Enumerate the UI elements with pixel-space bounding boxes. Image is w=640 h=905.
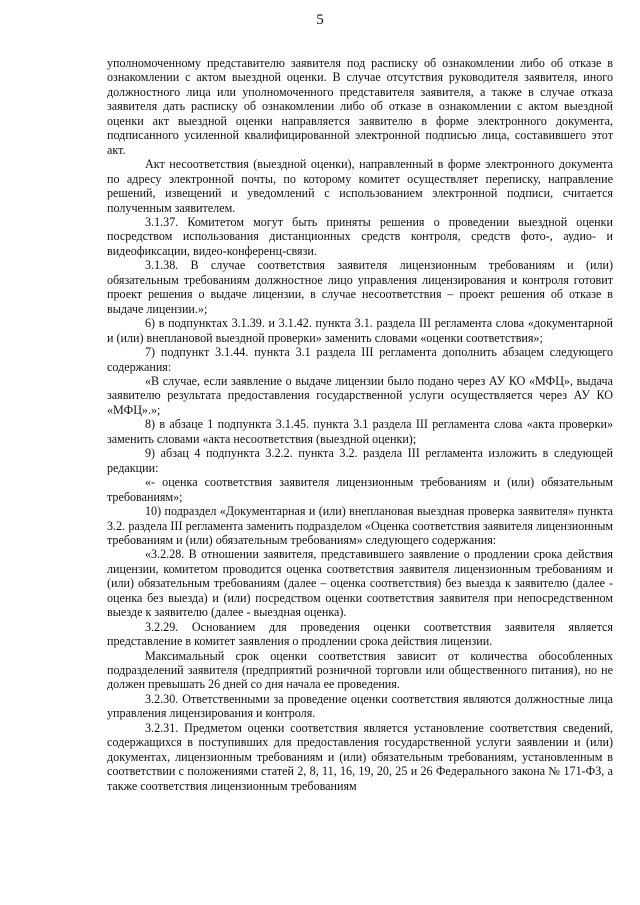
paragraph: «В случае, если заявление о выдаче лицензии было подано через АУ КО «МФЦ», выдача заявителю результата предоставления государственной услуги осуществляется через АУ КО «МФЦ».»; <box>107 373 613 417</box>
paragraph: 10) подраздел «Документарная и (или) внеплановая выездная проверка заявителя» пункта 3.2. раздела III регламента заменить подразделом «Оценка соответствия заявителя лицензионным требованиям и (или) обязательным требованиям» следующего содержания: <box>107 504 613 547</box>
paragraph: 3.1.38. В случае соответствия заявителя лицензионным требованиям и (или) обязательным требованиям должностное лицо управления лицензирования и контроля готовит проект решения о выдаче лицензии, в случае несоответствия – проект решения об отказе в выдаче лицензии.»; <box>107 258 613 316</box>
paragraph: 3.2.29. Основанием для проведения оценки соответствия заявителя является представление в комитет заявления о продлении срока действия лицензии. <box>107 619 613 649</box>
paragraph: «- оценка соответствия заявителя лицензионным требованиям и (или) обязательным требованиям»; <box>107 475 613 504</box>
paragraph: 8) в абзаце 1 подпункта 3.1.45. пункта 3.1 раздела III регламента слова «акта проверки» заменить словами «акта несоответствия (выездной оценки); <box>107 417 613 446</box>
document-body <box>107 56 613 793</box>
paragraph: «3.2.28. В отношении заявителя, представившего заявление о продлении срока действия лицензии, комитетом проводится оценка соответствия заявителя лицензионным требованиям и (или) обязательным требованиям (далее – оценка соответствия) без выезда к заявителю (далее - оценка без выезда) и (или) посредством оценки соответствия заявителя при непосредственном выезде к заявителю (далее - выездная оценка). <box>107 547 613 620</box>
paragraph: Максимальный срок оценки соответствия зависит от количества обособленных подразделений заявителя (предприятий розничной торговли или общественного питания), но не должен превышать 26 дней со дня начала ее проведения. <box>107 648 613 692</box>
paragraph: 3.1.37. Комитетом могут быть приняты решения о проведении выездной оценки посредством использования дистанционных средств контроля, средств фото-, аудио- и видеофиксации, видео-конференц-связи. <box>107 214 613 258</box>
page-number: 5 <box>316 12 324 28</box>
paragraph: 3.2.31. Предметом оценки соответствия является установление соответствия сведений, содержащихся в поступивших для предоставления государственной услуги заявлении и (или) документах, лицензионным требованиям и (или) обязательным требованиям, установленным в соответствии с положениями статей 2, 8, 11, 16, 19, 20, 25 и 26 Федерального закона № 171-ФЗ, а также соответствия лицензионным требованиям <box>107 720 613 793</box>
paragraph: 3.2.30. Ответственными за проведение оценки соответствия являются должностные лица управления лицензирования и контроля. <box>107 691 613 721</box>
paragraph: уполномоченному представителю заявителя под расписку об ознакомлении либо об отказе в ознакомлении с актом выездной оценки. В случае отсутствия руководителя заявителя, иного должностного лица или уполномоченного представителя заявителя, а также в случае отказа заявителя дать расписку об ознакомлении либо об отказе в ознакомлении с актом выездной оценки акт выездной оценки направляется заявителю в форме электронного документа, подписанного усиленной квалифицированной электронной подписью лица, составившего этот акт. <box>107 56 613 157</box>
paragraph: 9) абзац 4 подпункта 3.2.2. пункта 3.2. раздела III регламента изложить в следующей редакции: <box>107 446 613 475</box>
paragraph: Акт несоответствия (выездной оценки), направленный в форме электронного документа по адресу электронной почты, по которому комитет осуществляет переписку, направление решений, извещений и уведомлений с использованием электронной подписи, считается полученным заявителем. <box>107 157 613 215</box>
paragraph: 7) подпункт 3.1.44. пункта 3.1 раздела III регламента дополнить абзацем следующего содержания: <box>107 345 613 374</box>
paragraph: 6) в подпунктах 3.1.39. и 3.1.42. пункта 3.1. раздела III регламента слова «документарной и (или) внеплановой выездной проверки» заменить словами «оценки соответствия»; <box>107 316 613 345</box>
